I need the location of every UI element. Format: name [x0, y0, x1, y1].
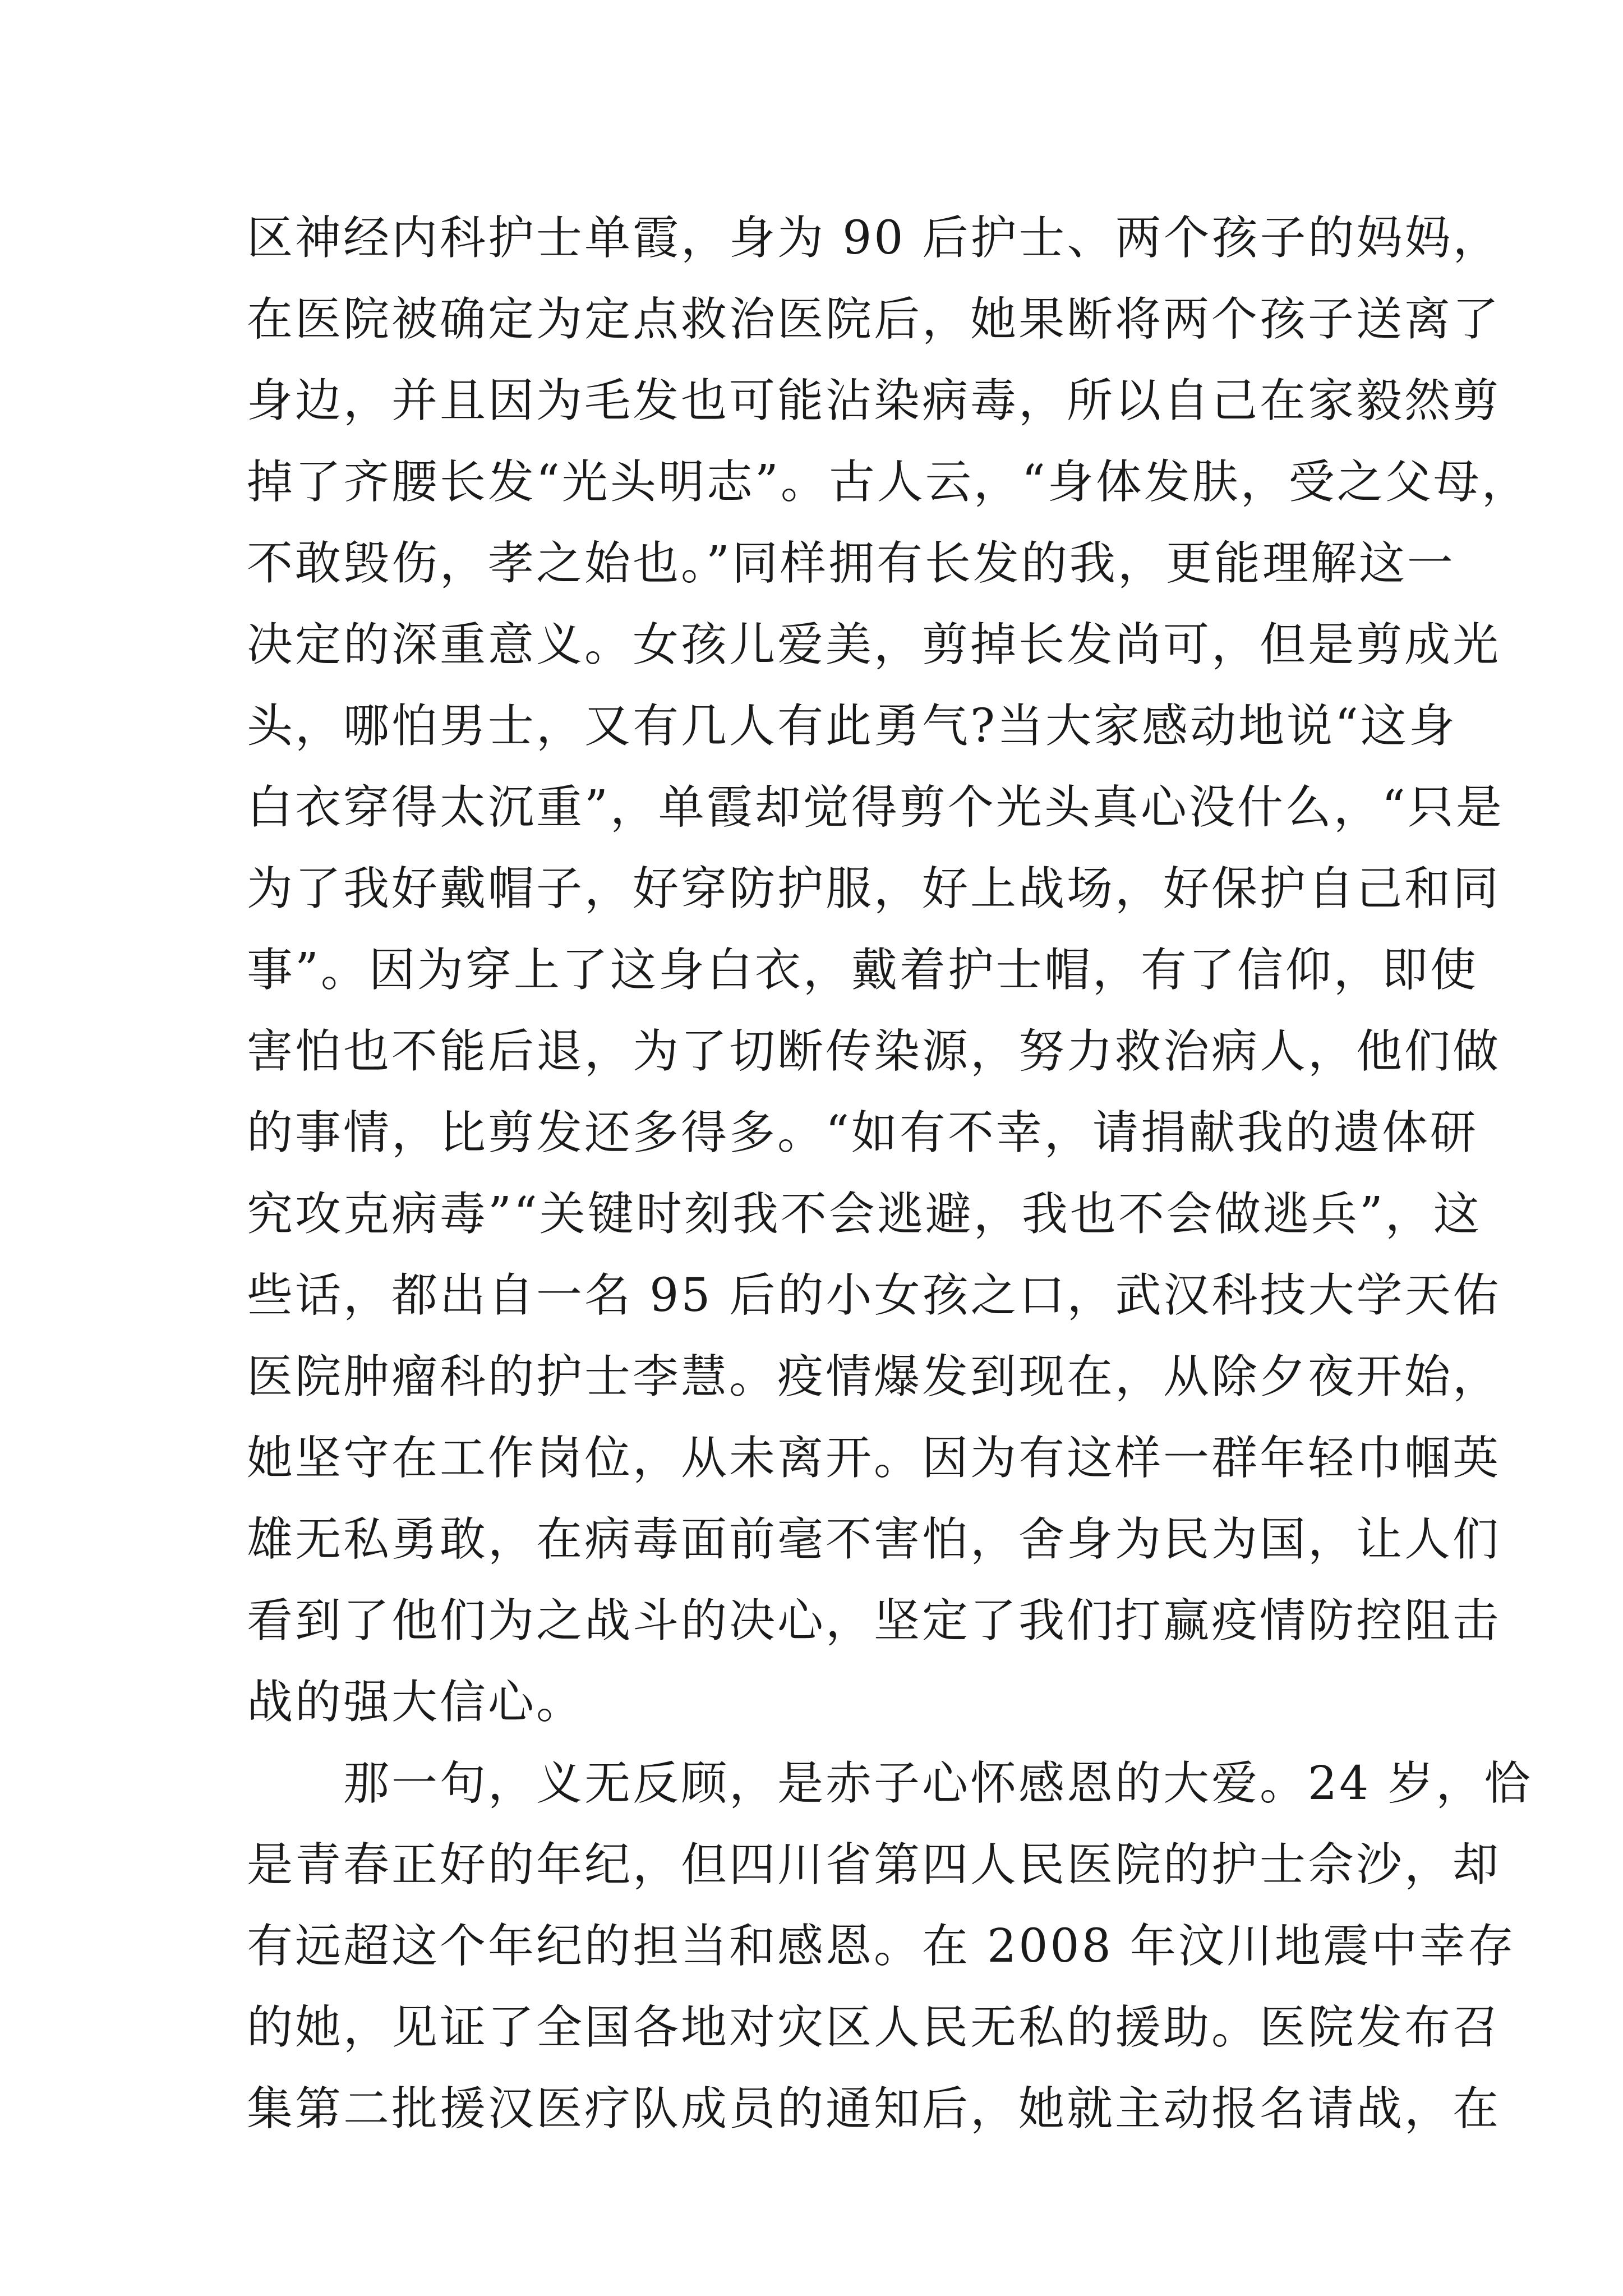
text-line: 战的强大信心。	[247, 1676, 585, 1729]
text-line: 头，哪怕男士，又有几人有此勇气?当大家感动地说“这身	[247, 700, 1457, 753]
text-line: 事”。因为穿上了这身白衣，戴着护士帽，有了信仰，即使	[247, 944, 1478, 997]
text-line: 掉了齐腰长发“光头明志”。古人云，“身体发肤，受之父母，	[247, 455, 1530, 509]
text-line: 看到了他们为之战斗的决心，坚定了我们打赢疫情防控阻击	[247, 1594, 1501, 1648]
text-line: 医院肿瘤科的护士李慧。疫情爆发到现在，从除夕夜开始，	[247, 1350, 1501, 1404]
text-line: 雄无私勇敢，在病毒面前毫不害怕，舍身为民为国，让人们	[247, 1513, 1501, 1566]
paragraph-start-line: 那一句，义无反顾，是赤子心怀感恩的大爱。24 岁，恰	[247, 1757, 1533, 1810]
text-line: 集第二批援汉医疗队成员的通知后，她就主动报名请战，在	[247, 2082, 1501, 2136]
text-line: 身边，并且因为毛发也可能沾染病毒，所以自己在家毅然剪	[247, 374, 1501, 427]
text-line: 些话，都出自一名 95 后的小女孩之口，武汉科技大学天佑	[247, 1269, 1501, 1322]
text-line: 在医院被确定为定点救治医院后，她果断将两个孩子送离了	[247, 293, 1501, 346]
text-line: 的她，见证了全国各地对灾区人民无私的援助。医院发布召	[247, 2001, 1501, 2054]
text-line: 决定的深重意义。女孩儿爱美，剪掉长发尚可，但是剪成光	[247, 618, 1501, 671]
text-line: 有远超这个年纪的担当和感恩。在 2008 年汶川地震中幸存	[247, 1920, 1516, 1973]
text-line: 的事情，比剪发还多得多。“如有不幸，请捐献我的遗体研	[247, 1106, 1478, 1159]
text-line: 究攻克病毒”“关键时刻我不会逃避，我也不会做逃兵”，这	[247, 1188, 1482, 1241]
text-line: 白衣穿得太沉重”，单霞却觉得剪个光头真心没什么，“只是	[247, 781, 1504, 834]
text-line: 是青春正好的年纪，但四川省第四人民医院的护士佘沙，却	[247, 1838, 1501, 1892]
text-line: 害怕也不能后退，为了切断传染源，努力救治病人，他们做	[247, 1025, 1501, 1078]
text-line: 不敢毁伤，孝之始也。”同样拥有长发的我，更能理解这一	[247, 537, 1455, 590]
text-line: 她坚守在工作岗位，从未离开。因为有这样一群年轻巾帼英	[247, 1432, 1501, 1485]
text-line: 区神经内科护士单霞，身为 90 后护士、两个孩子的妈妈，	[247, 211, 1501, 265]
text-line: 为了我好戴帽子，好穿防护服，好上战场，好保护自己和同	[247, 862, 1501, 915]
body-text	[247, 197, 1533, 2150]
